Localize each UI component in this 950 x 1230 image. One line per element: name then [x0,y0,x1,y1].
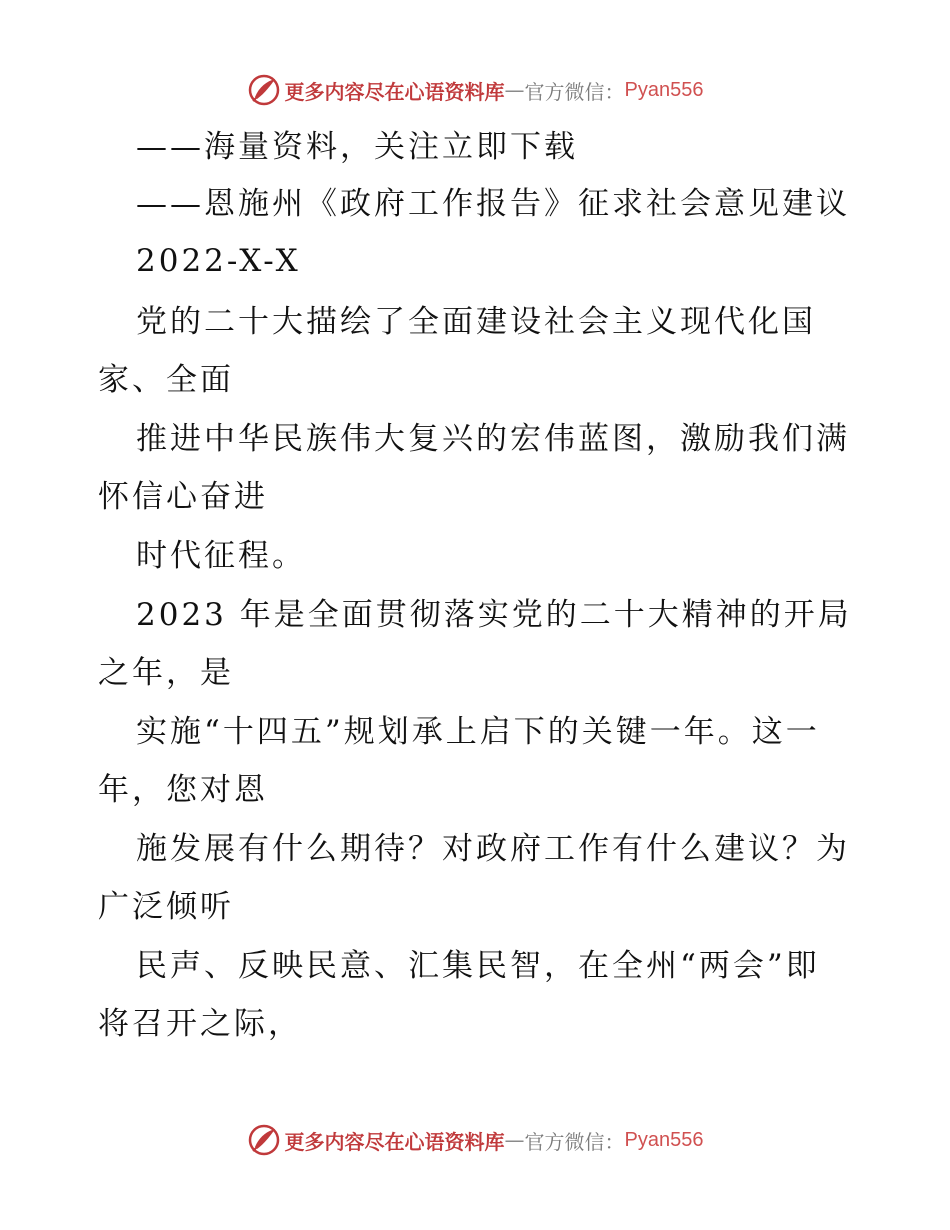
text-line: 广泛倾听 [98,889,234,925]
watermark-official-label: 官方微信： [524,1129,625,1154]
footer-watermark [0,1120,950,1160]
text-line: 2023 年是全面贯彻落实党的二十大精神的开局 [136,597,852,633]
text-line: 施发展有什么期待？对政府工作有什么建议？为 [136,831,850,867]
watermark-dash: — [504,78,525,102]
text-line: 年，您对恩 [98,772,268,808]
text-line: 之年，是 [98,655,234,691]
text-line: 党的二十大描绘了全面建设社会主义现代化国 [136,304,816,340]
watermark-official-label: 官方微信： [524,79,625,104]
text-line: 时代征程。 [136,538,306,574]
text-line: 民声、反映民意、汇集民智，在全州“两会”即 [136,948,820,984]
text-line: ——海量资料，关注立即下载 [136,129,578,165]
text-line: 推进中华民族伟大复兴的宏伟蓝图，激励我们满 [136,421,850,457]
watermark-wechat-id: Pyan556 [624,1128,704,1151]
header-watermark [0,70,950,110]
text-line: 家、全面 [98,362,234,398]
watermark-main-text: 更多内容尽在心语资料库 [284,1129,505,1154]
watermark-main-text: 更多内容尽在心语资料库 [284,79,505,104]
text-line: 2022-X-X [136,243,301,279]
text-line: ——恩施州《政府工作报告》征求社会意见建议 [136,186,850,222]
watermark-wechat-id: Pyan556 [624,78,704,101]
text-line: 怀信心奋进 [98,479,268,515]
watermark-dash: — [504,1128,525,1152]
pen-logo-icon [247,1123,281,1157]
text-line: 将召开之际， [98,1006,302,1042]
pen-logo-icon [247,73,281,107]
text-line: 实施“十四五”规划承上启下的关键一年。这一 [136,714,820,750]
